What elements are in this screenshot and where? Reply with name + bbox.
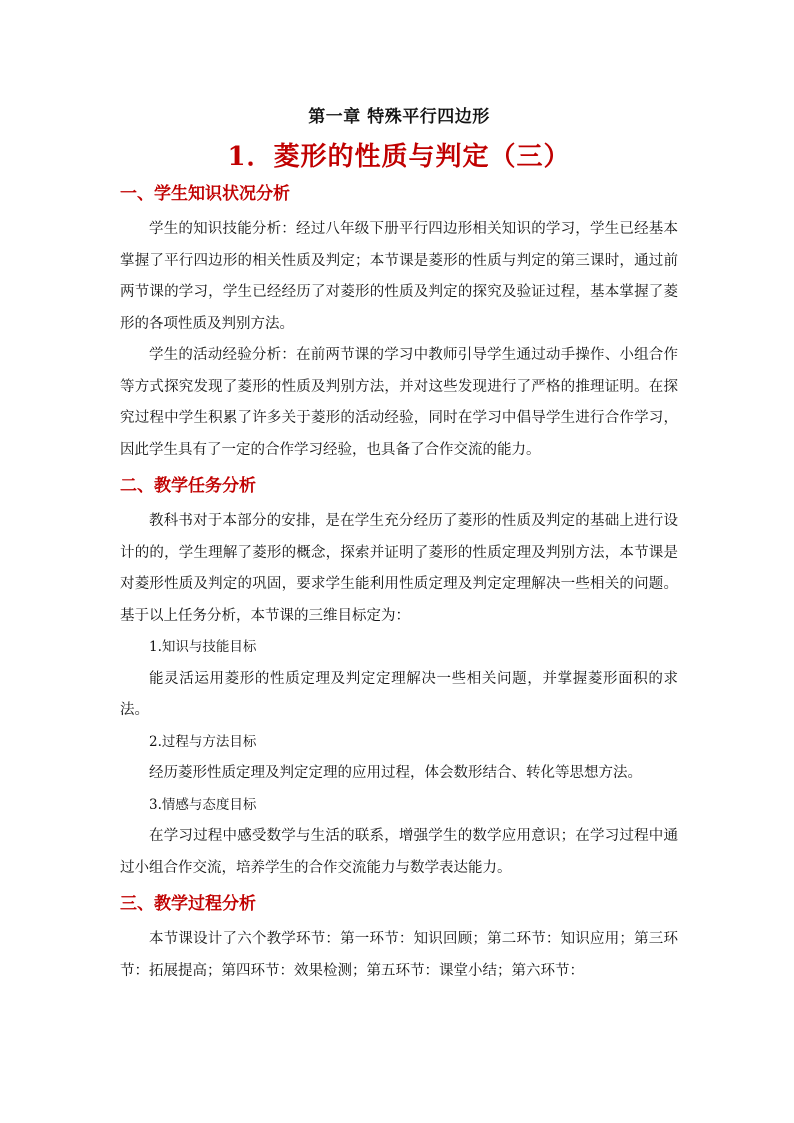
section-task-analysis xyxy=(120,472,678,884)
paragraph: 学生的知识技能分析：经过八年级下册平行四边形相关知识的学习，学生已经基本掌握了平行四边形的相关性质及判定；本节课是菱形的性质与判定的第三课时，通过前两节课的学习，学生已经经历了对菱形的性质及判定的探究及验证过程，基本掌握了菱形的各项性质及判别方法。 xyxy=(120,221,678,332)
paragraph: 教科书对于本部分的安排，是在学生充分经历了菱形的性质及判定的基础上进行设计的的，学生理解了菱形的概念，探索并证明了菱形的性质定理及判别方法，本节课是对菱形性质及判定的巩固，要求学生能利用性质定理及判定定理解决一些相关的问题。基于以上任务分析，本节课的三维目标定为： xyxy=(120,513,678,624)
goal-label: 1.知识与技能目标 xyxy=(149,639,257,655)
lesson-title: 1．菱形的性质与判定（三） xyxy=(227,142,571,172)
section-title: 三、教学过程分析 xyxy=(120,894,256,914)
section-title: 一、学生知识状况分析 xyxy=(120,184,290,204)
goal-text: 能灵活运用菱形的性质定理及判定定理解决一些相关问题，并掌握菱形面积的求法。 xyxy=(120,670,678,718)
paragraph: 本节课设计了六个教学环节：第一环节：知识回顾；第二环节：知识应用；第三环节：拓展提高；第四环节：效果检测；第五环节：课堂小结；第六环节： xyxy=(120,931,678,979)
chapter-heading: 第一章 特殊平行四边形 xyxy=(308,107,490,127)
document-page xyxy=(120,104,678,987)
section-student-analysis xyxy=(120,180,678,466)
section-process-analysis xyxy=(120,890,678,987)
goal-text: 经历菱形性质定理及判定定理的应用过程，体会数形结合、转化等思想方法。 xyxy=(149,765,642,781)
goal-label: 2.过程与方法目标 xyxy=(149,733,257,750)
goal-text: 在学习过程中感受数学与生活的联系，增强学生的数学应用意识；在学习过程中通过小组合作交流，培养学生的合作交流能力与数学表达能力。 xyxy=(120,828,678,876)
paragraph: 学生的活动经验分析：在前两节课的学习中教师引导学生通过动手操作、小组合作等方式探究发现了菱形的性质及判别方法，并对这些发现进行了严格的推理证明。在探究过程中学生积累了许多关于菱形的活动经验，同时在学习中倡导学生进行合作学习，因此学生具有了一定的合作学习经验，也具备了合作交流的能力。 xyxy=(120,347,678,458)
goal-label: 3.情感与态度目标 xyxy=(149,796,257,813)
section-title: 二、教学任务分析 xyxy=(120,476,256,496)
